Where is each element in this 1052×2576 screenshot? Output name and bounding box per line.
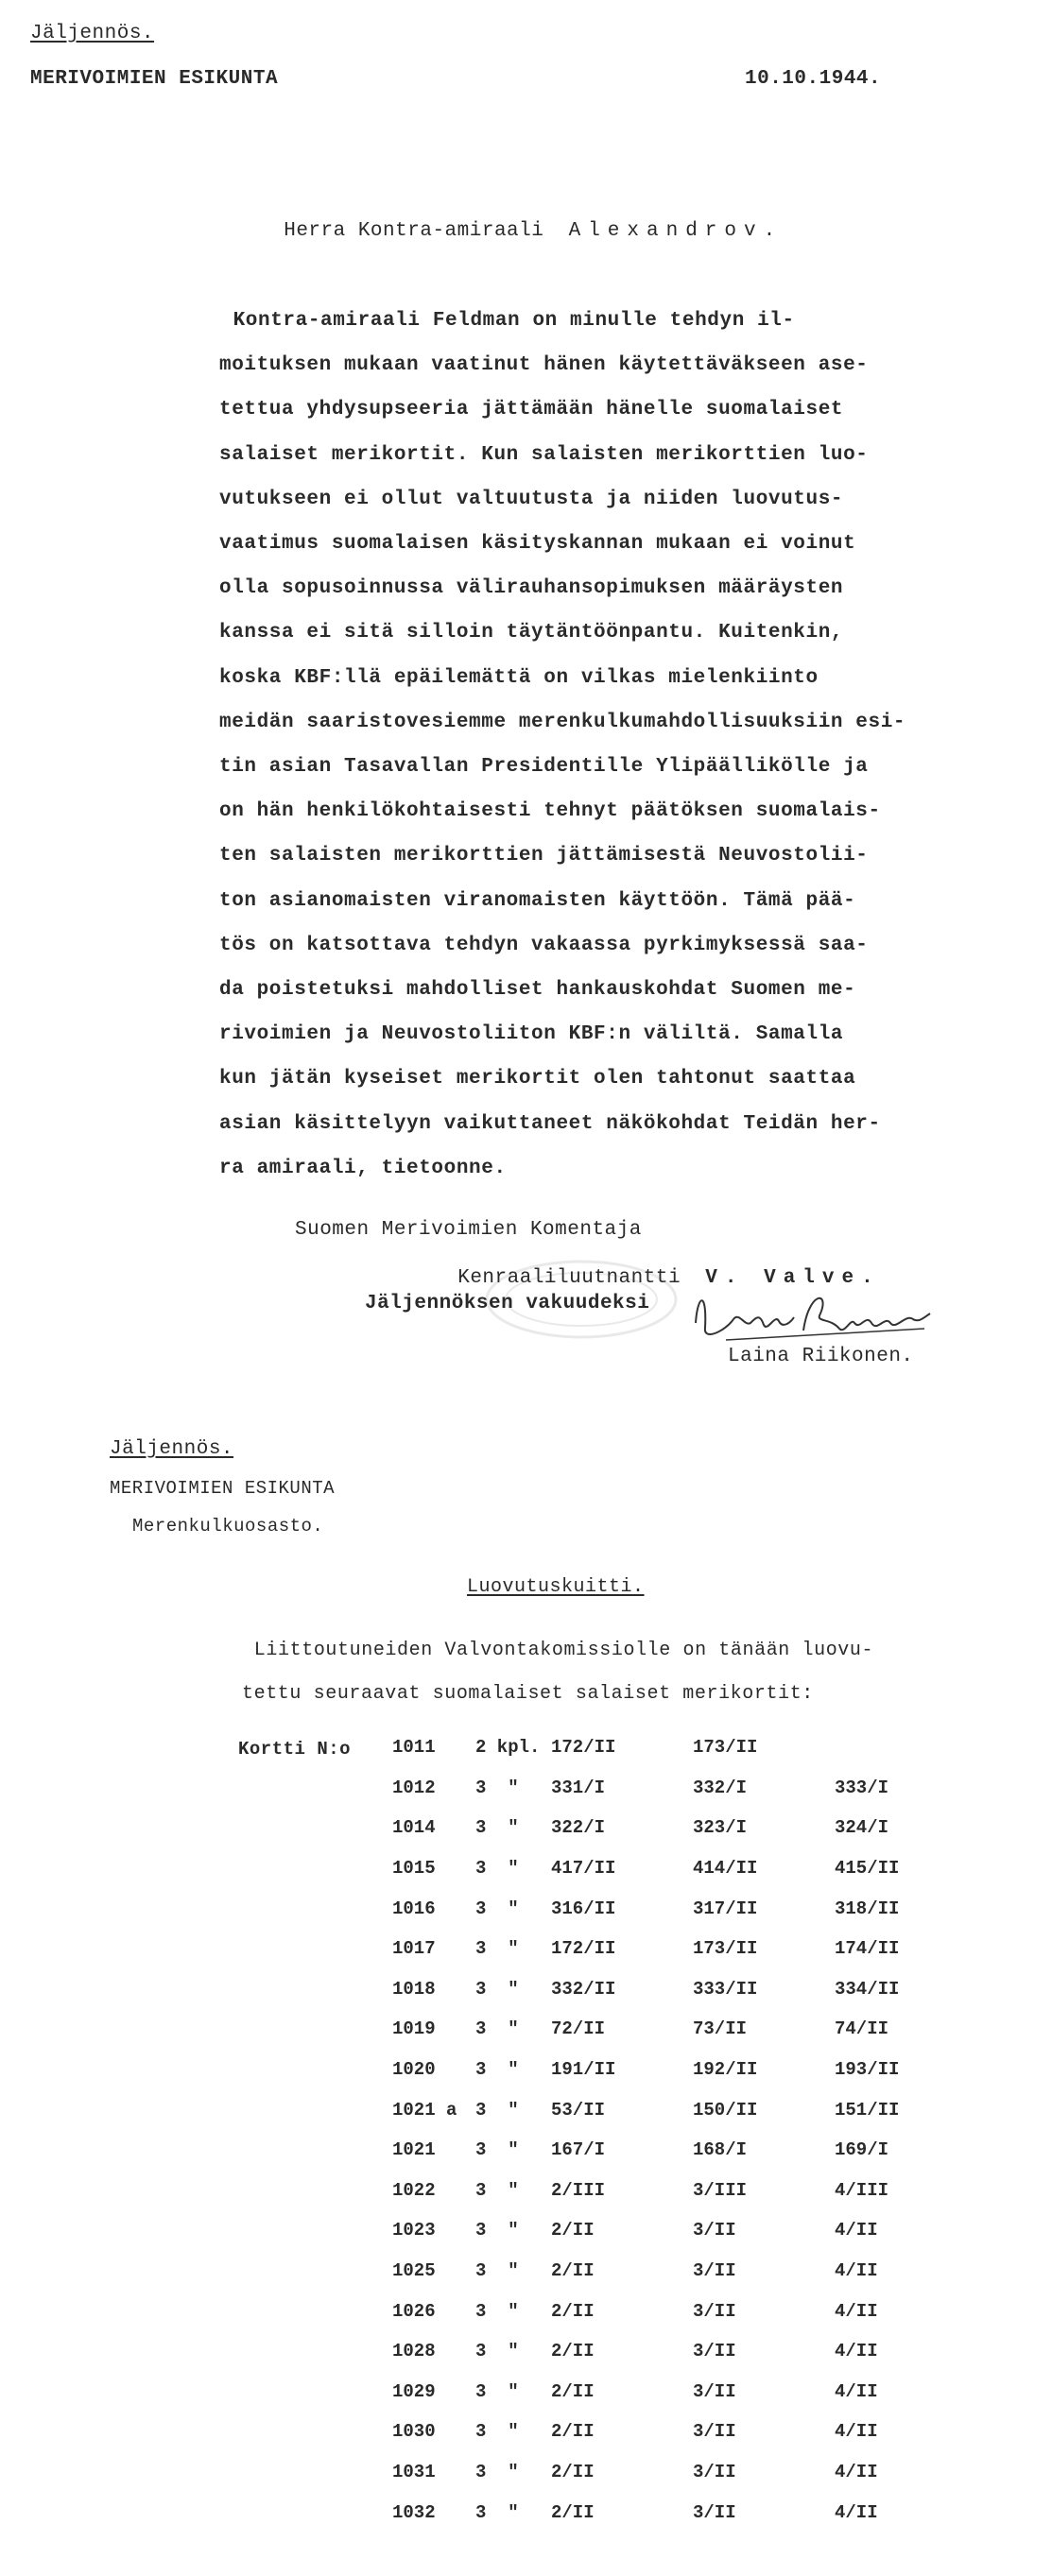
card-ref-1: 2/II xyxy=(551,2341,595,2362)
card-ref-3 xyxy=(835,1727,939,1768)
card-ref-3: 333/I xyxy=(835,1777,889,1798)
body-line: meidän saaristovesiemme merenkulkumahdollisuuksiin esi- xyxy=(219,711,906,733)
card-ref-2: 3/II xyxy=(693,2461,736,2482)
card-ref-2: 173/II xyxy=(693,1938,758,1960)
body-line: rivoimien ja Neuvostoliiton KBF:n väliltä. Samalla xyxy=(219,1023,844,1046)
card-count: 3 " xyxy=(475,1777,519,1798)
table-row xyxy=(238,2412,939,2452)
body-line: da poistetuksi mahdolliset hankauskohdat Suomen me- xyxy=(219,979,856,1002)
intro-line: tettu seuraavat suomalaiset salaiset merikortit: xyxy=(242,1683,814,1705)
card-ref-2: 317/II xyxy=(693,1898,758,1919)
table-row xyxy=(238,2251,939,2292)
card-count: 3 " xyxy=(475,2260,519,2282)
card-ref-2: 173/II xyxy=(693,1737,758,1759)
card-ref-2: 3/II xyxy=(693,2300,736,2322)
body-line: ra amiraali, tietoonne. xyxy=(219,1157,507,1179)
card-ref-1: 2/II xyxy=(551,2300,595,2322)
card-label: Kortti N:o xyxy=(238,1739,352,1760)
card-ref-2: 3/II xyxy=(693,2380,736,2402)
card-ref-2: 333/II xyxy=(693,1978,758,2000)
card-ref-3: 4/II xyxy=(835,2260,878,2282)
card-number: 1015 xyxy=(392,1858,436,1880)
card-label-cell xyxy=(238,1929,392,1969)
card-ref-3: 151/II xyxy=(835,2099,900,2121)
salutation-name: Alexandrov. xyxy=(568,220,784,242)
card-label-cell xyxy=(238,2372,392,2413)
body-line: on hän henkilökohtaisesti tehnyt päätöksen suomalais- xyxy=(219,800,881,823)
card-label-cell xyxy=(238,1969,392,2010)
card-label-cell xyxy=(238,1727,392,1768)
card-number: 1018 xyxy=(392,1978,436,2000)
card-label-cell xyxy=(238,2291,392,2331)
card-label-cell xyxy=(238,2050,392,2090)
card-number: 1021 a xyxy=(392,2099,457,2121)
card-count: 3 " xyxy=(475,2139,519,2161)
sender-header: MERIVOIMIEN ESIKUNTA xyxy=(30,68,279,90)
body-line: Kontra-amiraali Feldman on minulle tehdyn il- xyxy=(196,310,795,332)
table-row xyxy=(238,2452,939,2493)
card-ref-3: 174/II xyxy=(835,1938,900,1960)
card-ref-2: 3/II xyxy=(693,2220,736,2241)
card-label-cell xyxy=(238,2251,392,2292)
card-count: 3 " xyxy=(475,2018,519,2040)
card-ref-2: 150/II xyxy=(693,2099,758,2121)
card-ref-1: 331/I xyxy=(551,1777,606,1798)
card-ref-1: 316/II xyxy=(551,1898,616,1919)
table-row xyxy=(238,2009,939,2050)
card-number: 1014 xyxy=(392,1817,436,1839)
card-count: 3 " xyxy=(475,2220,519,2241)
intro-line: Liittoutuneiden Valvontakomissiolle on tänään luovu- xyxy=(218,1640,874,1661)
card-ref-2: 192/II xyxy=(693,2059,758,2081)
card-label-cell xyxy=(238,2412,392,2452)
card-ref-3: 4/III xyxy=(835,2179,889,2201)
card-label-cell xyxy=(238,2130,392,2171)
card-ref-1: 167/I xyxy=(551,2139,606,2161)
card-ref-2: 3/II xyxy=(693,2501,736,2523)
card-count: 3 " xyxy=(475,2099,519,2121)
table-row xyxy=(238,2372,939,2413)
card-number: 1019 xyxy=(392,2018,436,2040)
card-label-cell xyxy=(238,2452,392,2493)
card-ref-1: 2/II xyxy=(551,2260,595,2282)
card-ref-3: 4/II xyxy=(835,2461,878,2482)
card-ref-2: 3/II xyxy=(693,2421,736,2443)
card-ref-2: 3/II xyxy=(693,2341,736,2362)
card-label-cell xyxy=(238,2331,392,2372)
card-number: 1022 xyxy=(392,2179,436,2201)
table-row xyxy=(238,1768,939,1809)
body-line: moituksen mukaan vaatinut hänen käytettäväkseen ase- xyxy=(219,354,869,377)
body-line: kun jätän kyseiset merikortit olen tahtonut saattaa xyxy=(219,1068,856,1091)
card-count: 3 " xyxy=(475,2461,519,2482)
card-label-cell xyxy=(238,1848,392,1889)
body-line: tin asian Tasavallan Presidentille Ylipäällikölle ja xyxy=(219,756,869,779)
body-line: ten salaisten merikorttien jättämisestä Neuvostolii- xyxy=(219,845,869,867)
table-row xyxy=(238,2492,939,2533)
card-number: 1011 xyxy=(392,1737,436,1759)
card-label-cell xyxy=(238,2089,392,2130)
signature-rank: Kenraaliluutnantti xyxy=(457,1267,681,1289)
table-row xyxy=(238,1727,939,1768)
card-label-cell xyxy=(238,2171,392,2211)
card-ref-3: 74/II xyxy=(835,2018,889,2040)
card-number: 1021 xyxy=(392,2139,436,2161)
body-line: ton asianomaisten viranomaisten käyttöön. Tämä pää- xyxy=(219,889,856,912)
card-ref-3: 4/II xyxy=(835,2380,878,2402)
card-ref-2: 414/II xyxy=(693,1858,758,1880)
card-count: 3 " xyxy=(475,1898,519,1919)
signature-title: Suomen Merivoimien Komentaja xyxy=(295,1219,642,1241)
body-line: kanssa ei sitä silloin täytäntöönpantu. Kuitenkin, xyxy=(219,622,844,644)
card-number: 1030 xyxy=(392,2421,436,2443)
card-ref-3: 415/II xyxy=(835,1858,900,1880)
body-line: salaiset merikortit. Kun salaisten merikorttien luo- xyxy=(219,443,869,466)
card-ref-3: 169/I xyxy=(835,2139,889,2161)
card-ref-2: 323/I xyxy=(693,1817,748,1839)
card-ref-1: 172/II xyxy=(551,1938,616,1960)
card-ref-1: 417/II xyxy=(551,1858,616,1880)
table-row xyxy=(238,1888,939,1929)
body-line: tös on katsottava tehdyn vakaassa pyrkimyksessä saa- xyxy=(219,934,869,956)
card-ref-1: 2/II xyxy=(551,2461,595,2482)
card-count: 3 " xyxy=(475,2341,519,2362)
table-row xyxy=(238,2089,939,2130)
letter-date: 10.10.1944. xyxy=(745,68,882,90)
card-count: 3 " xyxy=(475,1858,519,1880)
card-number: 1020 xyxy=(392,2059,436,2081)
card-ref-1: 2/II xyxy=(551,2421,595,2443)
card-ref-1: 53/II xyxy=(551,2099,606,2121)
body-line: tettua yhdysupseeria jättämään hänelle suomalaiset xyxy=(219,399,844,421)
table-row xyxy=(238,2130,939,2171)
card-ref-3: 4/II xyxy=(835,2341,878,2362)
department: Merenkulkuosasto. xyxy=(132,1516,324,1537)
card-count: 3 " xyxy=(475,2421,519,2443)
card-number: 1032 xyxy=(392,2501,436,2523)
card-count: 3 " xyxy=(475,2179,519,2201)
card-label-cell xyxy=(238,2492,392,2533)
card-number: 1023 xyxy=(392,2220,436,2241)
card-ref-2: 73/II xyxy=(693,2018,748,2040)
card-label-cell xyxy=(238,1768,392,1809)
card-count: 3 " xyxy=(475,2380,519,2402)
card-ref-3: 4/II xyxy=(835,2421,878,2443)
card-ref-1: 322/I xyxy=(551,1817,606,1839)
card-ref-3: 4/II xyxy=(835,2501,878,2523)
certifier-name: Laina Riikonen. xyxy=(728,1346,914,1367)
card-count: 3 " xyxy=(475,2300,519,2322)
card-label-cell xyxy=(238,1808,392,1848)
table-row xyxy=(238,2291,939,2331)
card-count: 3 " xyxy=(475,1978,519,2000)
salutation-prefix: Herra Kontra-amiraali xyxy=(284,220,544,242)
card-ref-2: 3/III xyxy=(693,2179,748,2201)
card-ref-3: 334/II xyxy=(835,1978,900,2000)
card-ref-3: 324/I xyxy=(835,1817,889,1839)
table-row xyxy=(238,2331,939,2372)
card-ref-1: 72/II xyxy=(551,2018,606,2040)
card-ref-2: 3/II xyxy=(693,2260,736,2282)
table-row xyxy=(238,2210,939,2251)
card-label-cell xyxy=(238,1888,392,1929)
body-line: vutukseen ei ollut valtuutusta ja niiden luovutus- xyxy=(219,488,844,510)
card-ref-1: 332/II xyxy=(551,1978,616,2000)
card-count: 3 " xyxy=(475,1817,519,1839)
card-number: 1026 xyxy=(392,2300,436,2322)
card-ref-2: 168/I xyxy=(693,2139,748,2161)
card-count: 3 " xyxy=(475,2059,519,2081)
receipt-title: Luovutuskuitti. xyxy=(467,1576,645,1598)
handwritten-signature xyxy=(688,1285,934,1351)
cards-table xyxy=(238,1727,939,2533)
card-number: 1017 xyxy=(392,1938,436,1960)
card-ref-1: 191/II xyxy=(551,2059,616,2081)
card-ref-1: 2/II xyxy=(551,2220,595,2241)
card-number: 1012 xyxy=(392,1777,436,1798)
card-ref-1: 2/II xyxy=(551,2380,595,2402)
table-row xyxy=(238,1969,939,2010)
signature-name: V. Valve. xyxy=(705,1267,881,1289)
card-number: 1016 xyxy=(392,1898,436,1919)
letter-body xyxy=(196,299,975,1191)
card-number: 1029 xyxy=(392,2380,436,2402)
card-ref-3: 318/II xyxy=(835,1898,900,1919)
card-ref-1: 2/II xyxy=(551,2501,595,2523)
body-line: asian käsittelyyn vaikuttaneet näkökohdat Teidän her- xyxy=(219,1112,881,1135)
card-label-cell xyxy=(238,2210,392,2251)
card-ref-3: 4/II xyxy=(835,2220,878,2241)
card-ref-3: 193/II xyxy=(835,2059,900,2081)
card-label-cell xyxy=(238,2009,392,2050)
salutation xyxy=(259,198,783,242)
table-row xyxy=(238,2050,939,2090)
copy-label: Jäljennös. xyxy=(30,23,155,44)
card-number: 1025 xyxy=(392,2260,436,2282)
table-row xyxy=(238,2171,939,2211)
card-ref-2: 332/I xyxy=(693,1777,748,1798)
card-ref-1: 172/II xyxy=(551,1737,616,1759)
body-line: olla sopusoinnussa välirauhansopimuksen määräysten xyxy=(219,577,844,600)
card-count: 3 " xyxy=(475,2501,519,2523)
card-ref-1: 2/III xyxy=(551,2179,606,2201)
card-ref-3: 4/II xyxy=(835,2300,878,2322)
receipt-intro xyxy=(218,1629,998,1716)
certification: Jäljennöksen vakuudeksi xyxy=(365,1293,650,1314)
cards-table-body xyxy=(238,1727,939,2533)
sender-header-2: MERIVOIMIEN ESIKUNTA xyxy=(110,1478,336,1499)
card-count: 2 kpl. xyxy=(475,1737,541,1759)
body-line: vaatimus suomalaisen käsityskannan mukaan ei voinut xyxy=(219,533,856,556)
table-row xyxy=(238,1848,939,1889)
copy-label-2: Jäljennös. xyxy=(110,1438,234,1460)
card-number: 1028 xyxy=(392,2341,436,2362)
card-count: 3 " xyxy=(475,1938,519,1960)
table-row xyxy=(238,1929,939,1969)
body-line: koska KBF:llä epäilemättä on vilkas mielenkiinto xyxy=(219,666,819,689)
table-row xyxy=(238,1808,939,1848)
card-number: 1031 xyxy=(392,2461,436,2482)
